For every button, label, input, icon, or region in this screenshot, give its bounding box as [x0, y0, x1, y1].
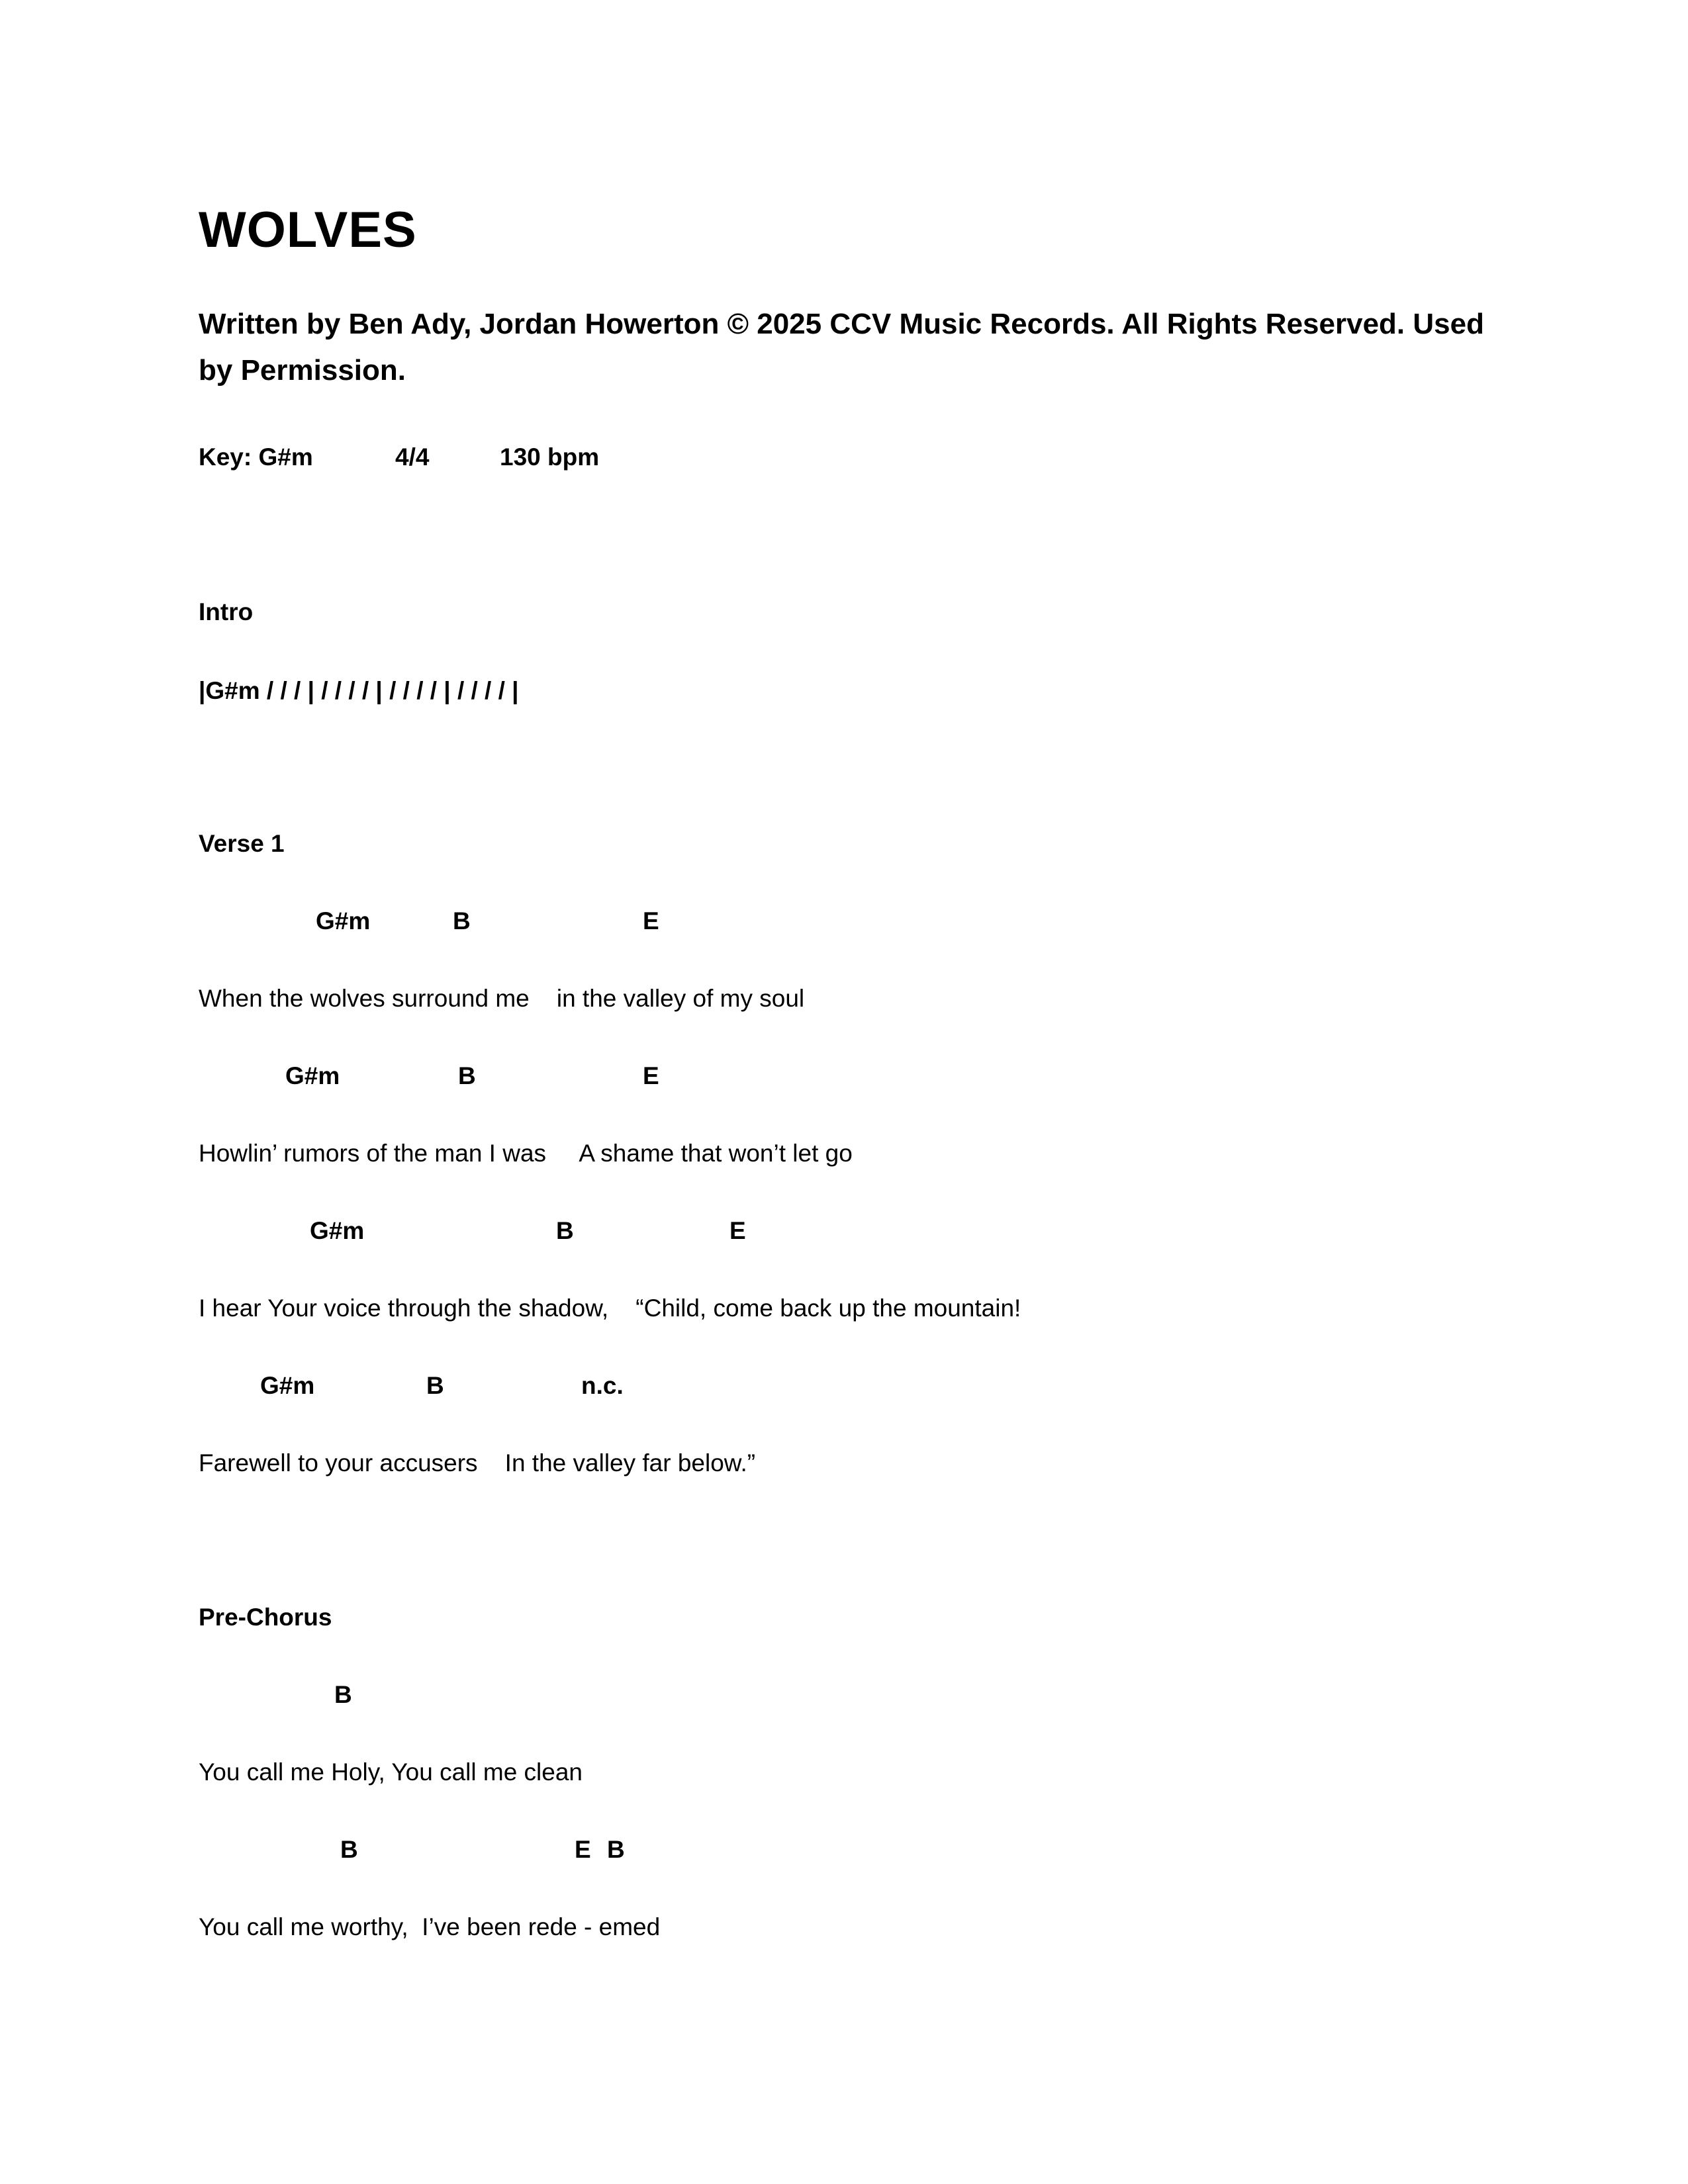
credits-line-2: by Permission. [199, 354, 406, 387]
lyric-line: You call me worthy, I’ve been rede - emed [199, 1913, 661, 1940]
chord: B [334, 1681, 352, 1708]
chord: E [575, 1836, 591, 1863]
lyric-line: You call me Holy, You call me clean [199, 1758, 583, 1786]
chord: E [643, 1062, 659, 1089]
song-title: WOLVES [199, 202, 417, 258]
lyric-line: I hear Your voice through the shadow, “Child, come back up the mountain! [199, 1295, 1021, 1322]
song-key: Key: G#m [199, 443, 313, 471]
section-label-intro: Intro [199, 598, 254, 625]
tempo: 130 bpm [500, 443, 600, 471]
section-label-pre-chorus: Pre-Chorus [199, 1604, 332, 1631]
intro-chord-chart: |G#m / / / | / / / / | / / / / | / / / / | [199, 677, 519, 704]
chord: n.c. [581, 1372, 624, 1399]
chord: B [458, 1062, 476, 1089]
chord: B [607, 1836, 625, 1863]
chord: B [556, 1217, 574, 1244]
credits-line-1: Written by Ben Ady, Jordan Howerton © 2025 CCV Music Records. All Rights Reserved. Used [199, 308, 1484, 340]
lyric-line: Howlin’ rumors of the man I was A shame that won’t let go [199, 1140, 853, 1167]
chord: B [426, 1372, 444, 1399]
chord: E [643, 907, 659, 934]
chord: E [729, 1217, 746, 1244]
time-signature: 4/4 [395, 443, 430, 471]
chord: B [340, 1836, 358, 1863]
chord: G#m [316, 907, 371, 934]
lyric-line: Farewell to your accusers In the valley far below.” [199, 1449, 756, 1477]
section-label-verse-1: Verse 1 [199, 830, 285, 857]
chord: G#m [310, 1217, 365, 1244]
chord: G#m [285, 1062, 340, 1089]
lyric-line: When the wolves surround me in the valley of my soul [199, 985, 805, 1012]
chord: B [453, 907, 471, 934]
chord: G#m [260, 1372, 315, 1399]
